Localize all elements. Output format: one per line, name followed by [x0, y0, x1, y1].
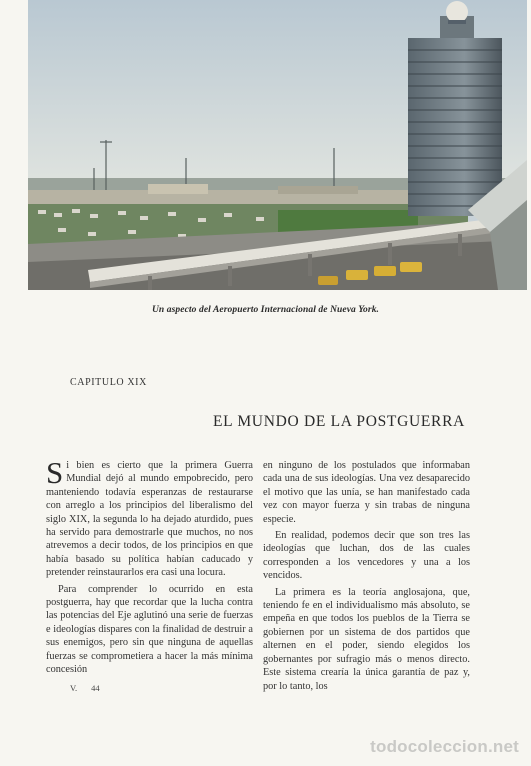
paragraph — [46, 455, 253, 580]
chapter-heading: CAPITULO XIX — [70, 377, 147, 388]
paragraph-text: i bien es cierto que la primera Guerra Mundial dejó al mundo empobrecido, pero manteniendo todavía esperanzas de restaurarse con arreglo a los principios del liberalismo del siglo XIX, la segunda lo ha dejado aturdido, pues ha servido para demostrarle que muchos, no nos atrevemos a decir todos, de los principios en que había basado su política habían caducado y pretender reinstaurarlos era casi una locura. — [46, 460, 253, 579]
watermark: todocoleccion.net — [370, 737, 519, 756]
right-column — [263, 459, 470, 693]
page-folio — [70, 683, 100, 693]
paragraph: La primera es la teoría anglosajona, que, teniendo fe en el individualismo más absoluto, se empeña en que todos los pueblos de la Tierra se gobiernen por un sistema de dos partidos que alternen en el poder, siendo elegidos los gobernantes por sufragio más o menos directo. Este sistema crearía la única garantía de paz y, por lo tanto, los — [263, 586, 470, 692]
chapter-title: EL MUNDO DE LA POSTGUERRA — [212, 413, 465, 430]
volume-number: V. — [70, 683, 78, 693]
airport-photograph — [28, 0, 527, 290]
drop-cap: S — [46, 455, 64, 490]
paragraph: En realidad, podemos decir que son tres las ideologías que luchan, dos de las cuales corresponden a los vencedores y una a los vencidos. — [263, 530, 470, 582]
photo-caption: Un aspecto del Aeropuerto Internacional de Nueva York. — [151, 305, 380, 315]
paragraph: Para comprender lo ocurrido en esta postguerra, hay que recordar que la lucha contra las potencias del Eje aglutinó una serie de fuerzas e ideologías dispares con la finalidad de destruir a sus enemigos, pero sin que ninguna de aquellas fuerzas se comprometiera a hacer la más mínima concesión — [46, 583, 253, 676]
page-number: 44 — [91, 683, 100, 693]
paragraph: en ninguno de los postulados que informaban cada una de sus ideologías. Una vez desaparecido el motivo que las unía, se han manifestado cada vez con mayor fuerza y sin trabas de ninguna especie. — [263, 460, 470, 525]
left-column — [46, 455, 253, 677]
